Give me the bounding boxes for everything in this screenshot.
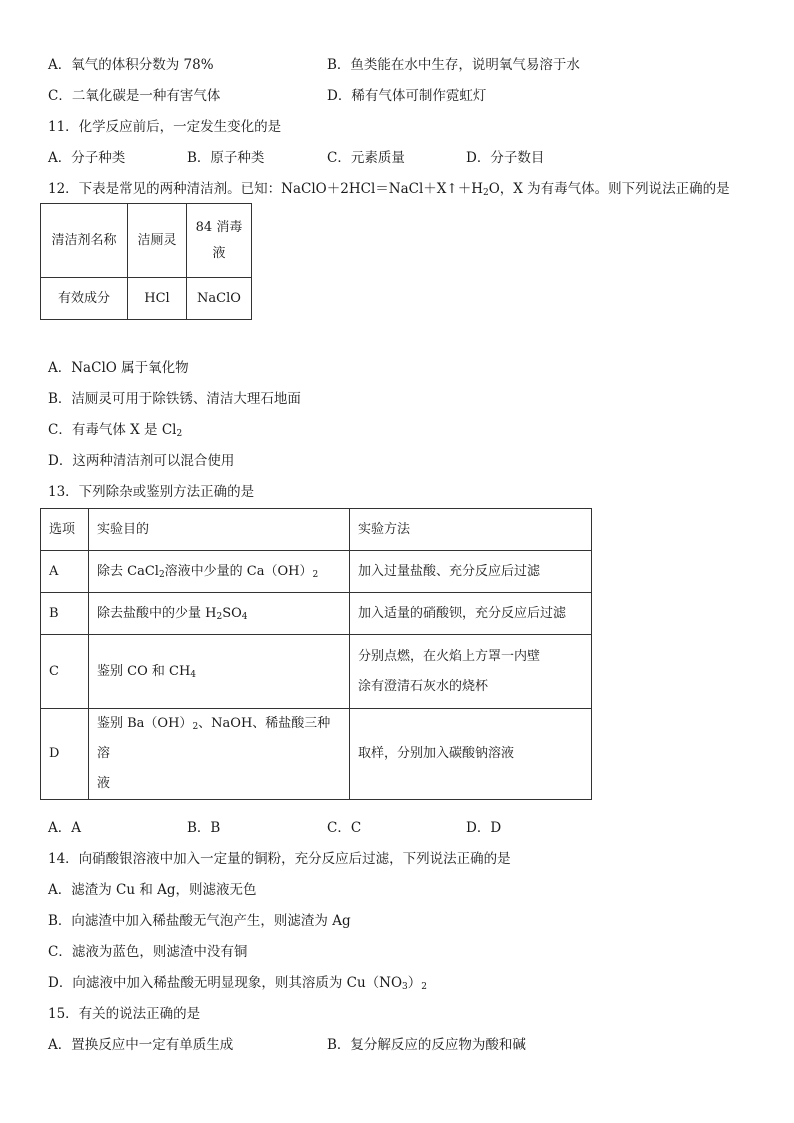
q12-option-c: C．有毒气体 X 是 $Cl_2$ [48, 422, 183, 439]
q11-option-b: B．原子种类 [187, 150, 265, 166]
q13-option-a: A．A [48, 820, 81, 836]
q13-stem: 13．下列除杂或鉴别方法正确的是 [48, 484, 255, 500]
q10-option-a: A．氧气的体积分数为 78% [48, 57, 214, 73]
cleaner-table [40, 203, 252, 320]
q15-option-a: A．置换反应中一定有单质生成 [48, 1037, 234, 1053]
q13-option-c: C．C [327, 820, 362, 836]
q14-option-d: D．向滤液中加入稀盐酸无明显现象，则其溶质为 $Cu(NO_3)_2$ [48, 975, 427, 992]
q14-option-c: C．滤液为蓝色，则滤渣中没有铜 [48, 944, 248, 960]
q14-option-a: A．滤渣为 Cu 和 Ag，则滤液无色 [48, 882, 257, 898]
q14-stem: 14．向硝酸银溶液中加入一定量的铜粉，充分反应后过滤，下列说法正确的是 [48, 851, 511, 867]
q13-option-b: B．B [187, 820, 221, 836]
experiment-row-method: 取样，分别加入碳酸钠溶液 [350, 709, 592, 800]
experiment-row-purpose: 鉴别 $Ba(OH)_2$、NaOH、稀盐酸三种溶 液 [89, 709, 350, 800]
experiment-row-key: C [41, 635, 89, 709]
experiment-row-c [41, 635, 592, 709]
experiment-table-header-option: 选项 [41, 509, 89, 551]
experiment-row-b [41, 593, 592, 635]
experiment-table-header-purpose: 实验目的 [89, 509, 350, 551]
q12-option-b: B．洁厕灵可用于除铁锈、清洁大理石地面 [48, 391, 301, 407]
experiment-row-purpose: 除去 CaCl$_2$溶液中少量的 $Ca(OH)_2$ [89, 551, 350, 593]
cleaner-table-header-name: 清洁剂名称 [41, 204, 128, 278]
cleaner-table-header-84: 84 消毒 液 [187, 204, 252, 278]
experiment-row-purpose: 除去盐酸中的少量 $H_2SO_4$ [89, 593, 350, 635]
q11-option-c: C．元素质量 [327, 150, 405, 166]
q10-option-b: B．鱼类能在水中生存，说明氧气易溶于水 [327, 57, 580, 73]
q15-option-b: B．复分解反应的反应物为酸和碱 [327, 1037, 526, 1053]
cleaner-table-header-toilet-cleaner: 洁厕灵 [128, 204, 187, 278]
experiment-row-method: 加入适量的硝酸钡，充分反应后过滤 [350, 593, 592, 635]
experiment-row-key: B [41, 593, 89, 635]
experiment-row-method: 加入过量盐酸、充分反应后过滤 [350, 551, 592, 593]
cleaner-table-cell-naclo: NaClO [187, 278, 252, 320]
experiment-row-d [41, 709, 592, 800]
q11-stem: 11．化学反应前后，一定发生变化的是 [48, 119, 282, 135]
experiment-table-header-method: 实验方法 [350, 509, 592, 551]
q13-option-d: D．D [466, 820, 502, 836]
q12-option-a: A．NaClO 属于氧化物 [48, 360, 189, 376]
q14-option-b: B．向滤渣中加入稀盐酸无气泡产生，则滤渣为 Ag [48, 913, 351, 929]
q12-stem: 12．下表是常见的两种清洁剂。已知：$NaClO+2HCl=NaCl+X↑+H_2O$，X 为有毒气体。则下列说法正确的是 [48, 181, 730, 198]
q10-option-c: C．二氧化碳是一种有害气体 [48, 88, 221, 104]
q11-option-a: A．分子种类 [48, 150, 126, 166]
experiment-table [40, 508, 592, 800]
q11-option-d: D．分子数目 [466, 150, 545, 166]
cleaner-table-row-label: 有效成分 [41, 278, 128, 320]
experiment-row-purpose: 鉴别 CO 和 $CH_4$ [89, 635, 350, 709]
cleaner-table-cell-hcl: HCl [128, 278, 187, 320]
q12-option-d: D．这两种清洁剂可以混合使用 [48, 453, 235, 469]
experiment-row-key: A [41, 551, 89, 593]
experiment-row-a [41, 551, 592, 593]
experiment-row-method: 分别点燃，在火焰上方罩一内壁 涂有澄清石灰水的烧杯 [350, 635, 592, 709]
q15-stem: 15．有关的说法正确的是 [48, 1006, 201, 1022]
q10-option-d: D．稀有气体可制作霓虹灯 [327, 88, 487, 104]
experiment-row-key: D [41, 709, 89, 800]
